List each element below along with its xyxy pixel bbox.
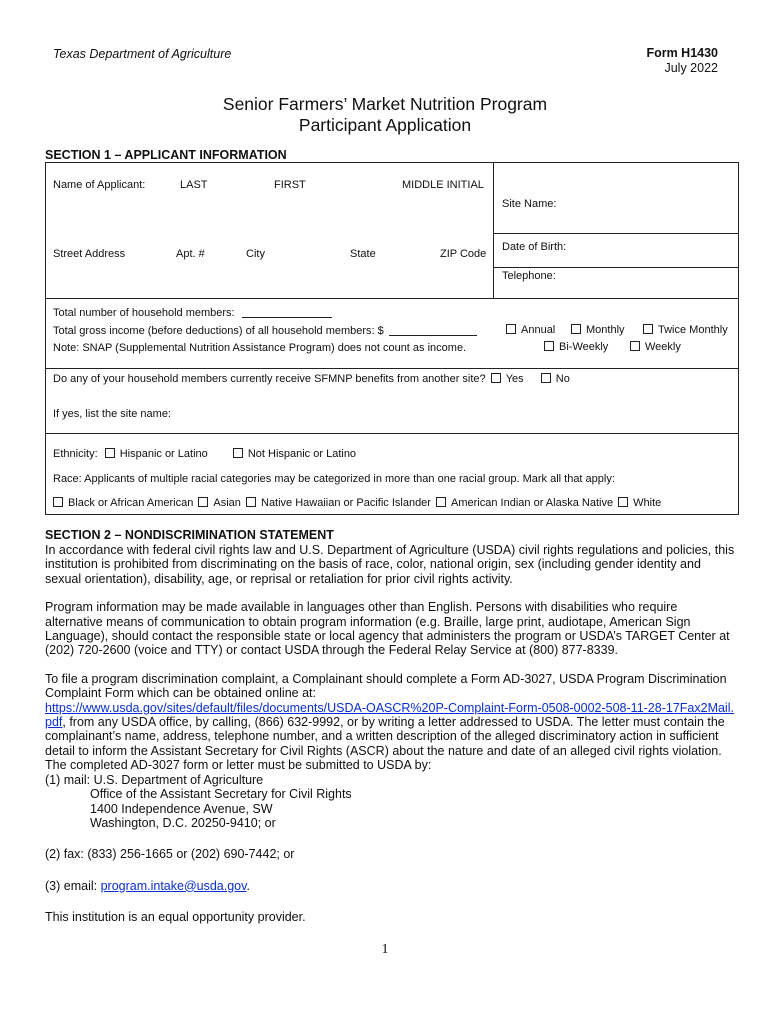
title-line-1: Senior Farmers’ Market Nutrition Program [222,94,548,114]
sfmnp-no-checkbox[interactable] [541,373,551,383]
biweekly-label: Bi-Weekly [559,341,609,353]
not-hispanic-checkbox[interactable] [233,448,243,458]
complaint-form-link[interactable]: https://www.usda.gov/sites/default/files/documents/USDA-OASCR%20P-Complaint-Form-0508-0002-508-11-28-17Fax2Mail.pdf [45,700,734,730]
hispanic-label: Hispanic or Latino [119,448,208,460]
gross-income-row [53,325,477,337]
complaint-intro: To file a program discrimination complaint, a Complainant should complete a Form AD-3027, USDA Program Discrimination Complaint Form which can be obtained online at: [45,671,727,701]
monthly-label: Monthly [586,324,625,336]
telephone-label: Telephone: [502,270,556,282]
household-members-field[interactable] [242,317,332,318]
name-label: Name of Applicant: [53,179,146,191]
freq-annual-option[interactable] [506,324,555,336]
applicant-info-box [45,162,739,515]
mail-address-1: Office of the Assistant Secretary for Civil Rights [90,787,352,802]
email-suffix: . [246,878,250,893]
not-hispanic-label: Not Hispanic or Latino [247,448,357,460]
freq-weekly-option[interactable] [630,341,681,353]
mail-address-2: 1400 Independence Avenue, SW [90,801,273,816]
household-members-row [53,307,332,319]
sfmnp-yes-label: Yes [505,373,524,385]
email-link[interactable]: program.intake@usda.gov [100,878,247,893]
first-name-label: FIRST [274,179,306,191]
section2-heading: SECTION 2 – NONDISCRIMINATION STATEMENT [45,528,334,542]
race-black-checkbox[interactable] [53,497,63,507]
gross-income-label: Total gross income (before deductions) of all household members: $ [53,325,384,337]
hispanic-checkbox[interactable] [105,448,115,458]
email-line [45,879,735,893]
page-title [0,94,770,136]
city-label: City [246,248,265,260]
sfmnp-question: Do any of your household members currently receive SFMNP benefits from another site? [53,373,486,385]
state-label: State [350,248,376,260]
race-black-label: Black or African American [68,497,194,509]
equal-opportunity-statement: This institution is an equal opportunity provider. [45,910,306,925]
race-asian-label: Asian [213,497,241,509]
annual-checkbox[interactable] [506,324,516,334]
freq-monthly-option[interactable] [571,324,625,336]
weekly-label: Weekly [645,341,681,353]
weekly-checkbox[interactable] [630,341,640,351]
race-note: Race: Applicants of multiple racial categories may be categorized in more than one racial group. Mark all that apply: [53,473,615,485]
snap-note: Note: SNAP (Supplemental Nutrition Assistance Program) does not count as income. [53,342,467,354]
mail-address-3: Washington, D.C. 20250-9410; or [90,815,276,830]
twice-monthly-label: Twice Monthly [658,324,728,336]
freq-biweekly-option[interactable] [544,341,608,353]
gross-income-field[interactable] [389,335,477,336]
agency-name: Texas Department of Agriculture [53,47,232,61]
complaint-details: , from any USDA office, by calling, (866) 632-9992, or by writing a letter addressed to USDA. The letter must contain the complainant’s name, address, telephone number, and a written description of the alleged discriminatory action in sufficient detail to inform the Assistant Secretary for Civil Rights (ASCR) about the nature and date of an alleged civil rights violation. The completed AD-3027 form or letter must be submitted to USDA by: [45,715,725,773]
annual-label: Annual [521,324,556,336]
monthly-checkbox[interactable] [571,324,581,334]
site-name-label: Site Name: [502,198,557,210]
form-date: July 2022 [664,61,718,75]
statement-paragraph-2: Program information may be made available in languages other than English. Persons with disabilities who require alternative means of communication to obtain program information (e.g. Braille, large print, audiotape, American Sign Language), should contact the responsible state or local agency that administers the program or USDA’s TARGET Center at (202) 720-2600 (voice and TTY) or contact USDA through the Federal Relay Service at (800) 877-8339. [45,600,730,658]
fax-line: (2) fax: (833) 256-1665 or (202) 690-7442; or [45,847,295,862]
sfmnp-no-label: No [555,373,570,385]
race-asian-checkbox[interactable] [198,497,208,507]
mail-line: (1) mail: U.S. Department of Agriculture [45,772,264,787]
statement-paragraph-1: In accordance with federal civil rights law and U.S. Department of Agriculture (USDA) civil rights regulations and policies, this institution is prohibited from discriminating on the basis of race, color, national origin, sex (including gender identity and sexual orientation), disability, age, or reprisal or retaliation for prior civil rights activity. [45,543,735,586]
race-hawaiian-label: Native Hawaiian or Pacific Islander [261,497,431,509]
biweekly-checkbox[interactable] [544,341,554,351]
twice-monthly-checkbox[interactable] [643,324,653,334]
zip-label: ZIP Code [440,248,487,260]
middle-initial-label: MIDDLE INITIAL [402,179,484,191]
race-native-label: American Indian or Alaska Native [451,497,614,509]
nondiscrimination-statement [45,543,735,925]
ethnicity-label: Ethnicity: [53,448,98,460]
statement-paragraph-3 [45,672,735,773]
race-white-label: White [633,497,662,509]
section1-heading: SECTION 1 – APPLICANT INFORMATION [45,148,287,162]
race-white-checkbox[interactable] [618,497,628,507]
freq-twice-monthly-option[interactable] [643,324,728,336]
email-prefix: (3) email: [45,878,101,893]
ethnicity-row [53,448,356,460]
street-address-label: Street Address [53,248,126,260]
form-number: Form H1430 [646,46,718,60]
household-members-label: Total number of household members: [53,307,235,319]
form-id-block [646,46,718,76]
apt-label: Apt. # [176,248,205,260]
page-number: 1 [381,942,389,957]
sfmnp-question-row [53,373,570,385]
sfmnp-yes-checkbox[interactable] [491,373,501,383]
dob-label: Date of Birth: [502,241,567,253]
race-options-row [53,497,661,509]
last-name-label: LAST [180,179,208,191]
race-hawaiian-checkbox[interactable] [246,497,256,507]
race-native-checkbox[interactable] [436,497,446,507]
site-list-label: If yes, list the site name: [53,408,171,420]
title-line-2: Participant Application [298,115,472,135]
